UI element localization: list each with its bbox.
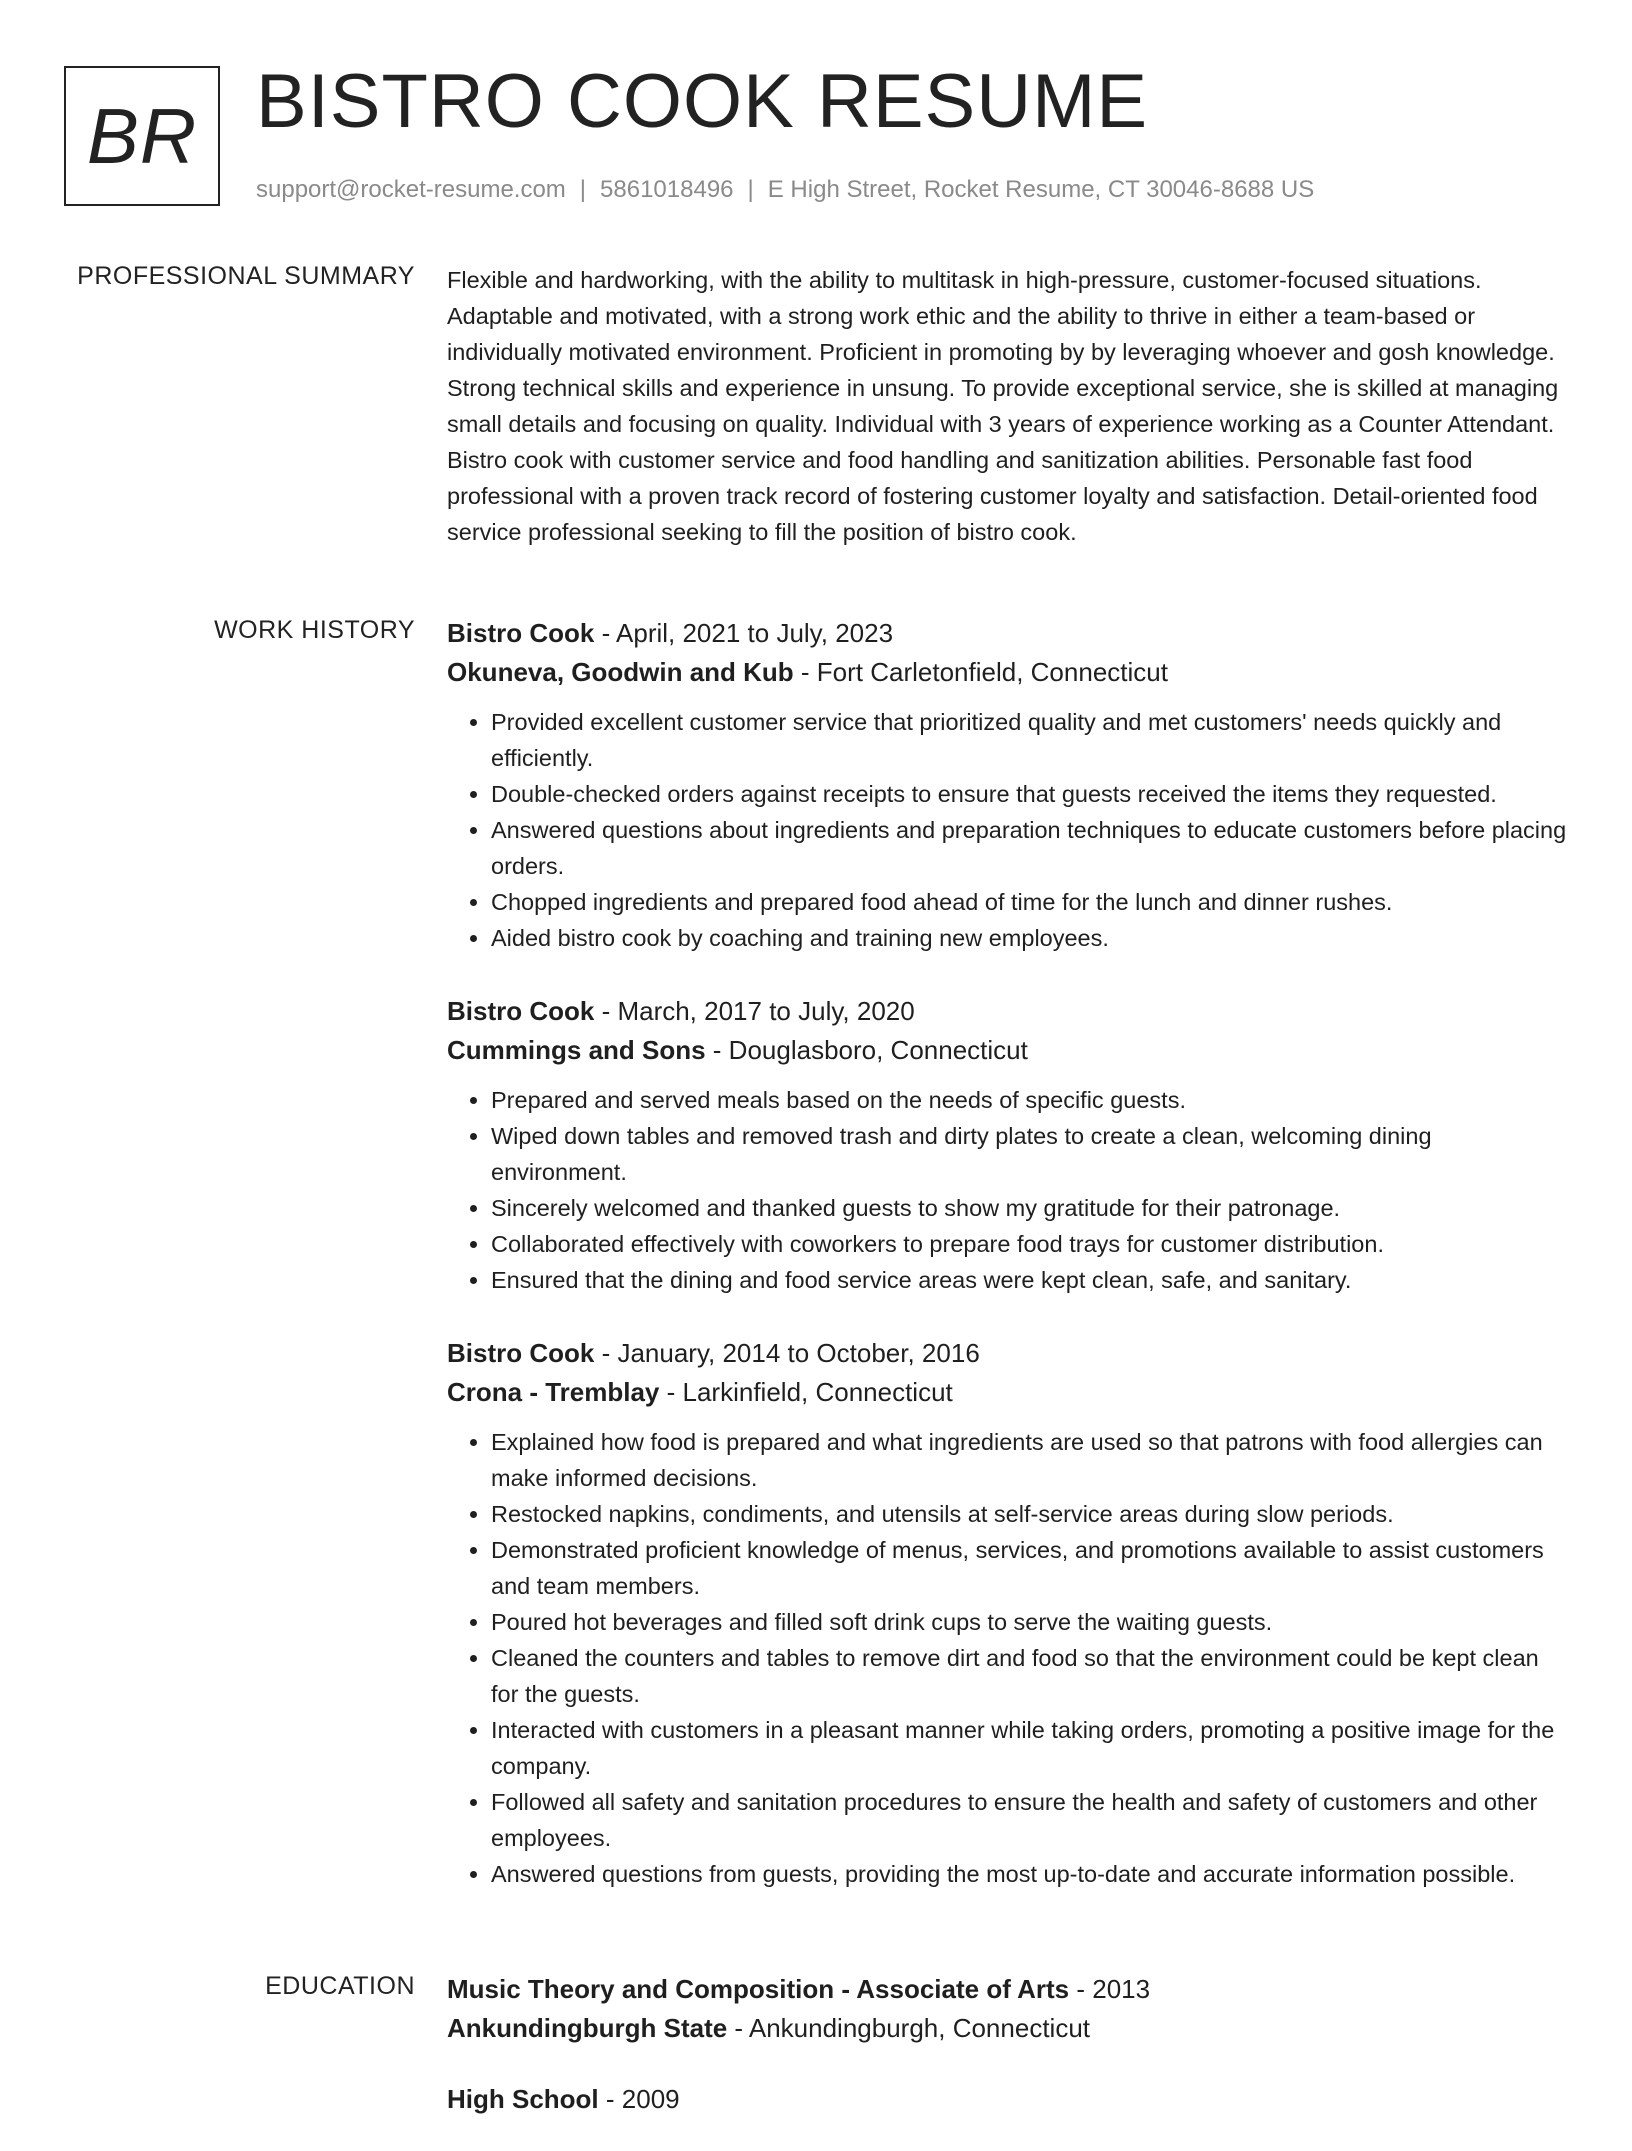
education-degree-line: [447, 2080, 1567, 2119]
job-title: Bistro Cook: [447, 996, 595, 1026]
contact-phone: 5861018496: [600, 176, 734, 203]
job-bullet: • Chopped ingredients and prepared food ahead of time for the lunch and dinner rushes.: [491, 884, 1567, 920]
monogram-box: [64, 66, 220, 206]
job-bullet: • Cleaned the counters and tables to remove dirt and food so that the environment could be kept clean for the guests.: [491, 1640, 1567, 1712]
job-company-line: [447, 1031, 1567, 1070]
job-bullet: • Prepared and served meals based on the needs of specific guests.: [491, 1082, 1567, 1118]
job-bullet-list: [447, 704, 1567, 956]
job-location: - Larkinfield, Connecticut: [659, 1377, 953, 1407]
job-dates: - March, 2017 to July, 2020: [594, 996, 915, 1026]
education-location: - Ankundingburgh, Connecticut: [727, 2013, 1090, 2043]
education-degree-line: [447, 1970, 1567, 2009]
section-label-work-history: WORK HISTORY: [214, 616, 415, 644]
job-company: Crona - Tremblay: [447, 1377, 660, 1407]
education-degree: High School: [447, 2084, 599, 2114]
job-bullet: • Poured hot beverages and filled soft drink cups to serve the waiting guests.: [491, 1604, 1567, 1640]
job-bullet: • Restocked napkins, condiments, and utensils at self-service areas during slow periods.: [491, 1496, 1567, 1532]
job-bullet: • Answered questions about ingredients and preparation techniques to educate customers before placing orders.: [491, 812, 1567, 884]
contact-separator: |: [747, 176, 754, 203]
contact-separator: |: [579, 176, 587, 203]
monogram-initials: BR: [86, 91, 198, 180]
section-label-summary: PROFESSIONAL SUMMARY: [77, 262, 415, 290]
education-degree: Music Theory and Composition - Associate of Arts: [447, 1974, 1070, 2004]
job-bullet: • Double-checked orders against receipts to ensure that guests received the items they requested.: [491, 776, 1567, 812]
contact-line: [256, 176, 1314, 204]
job-company-line: [447, 653, 1567, 692]
job-title-line: [447, 992, 1567, 1031]
job-bullet: • Followed all safety and sanitation procedures to ensure the health and safety of customers and other employees.: [491, 1784, 1567, 1856]
work-history-body: [447, 614, 1567, 1928]
summary-text: Flexible and hardworking, with the ability to multitask in high-pressure, customer-focused situations. Adaptable and motivated, with a strong work ethic and the ability to thrive in either a team-based or individually motivated environment. Proficient in promoting by by leveraging whoever and gosh knowledge. Strong technical skills and experience in unsung. To provide exceptional service, she is skilled at managing small details and focusing on quality. Individual with 3 years of experience working as a Counter Attendant. Bistro cook with customer service and food handling and sanitization abilities. Personable fast food professional with a proven track record of fostering customer loyalty and satisfaction. Detail-oriented food service professional seeking to fill the position of bistro cook.: [447, 267, 1559, 545]
page-title: BISTRO COOK RESUME: [256, 59, 1149, 144]
job-bullet: • Interacted with customers in a pleasant manner while taking orders, promoting a positive image for the company.: [491, 1712, 1567, 1784]
education-school: Ankundingburgh State: [447, 2013, 728, 2043]
job-entry: [447, 992, 1567, 1298]
job-bullet: • Collaborated effectively with coworkers to prepare food trays for customer distribution.: [491, 1226, 1567, 1262]
job-dates: - January, 2014 to October, 2016: [594, 1338, 980, 1368]
job-bullet: • Ensured that the dining and food service areas were kept clean, safe, and sanitary.: [491, 1262, 1567, 1298]
job-entry: [447, 1334, 1567, 1892]
job-title: Bistro Cook: [447, 618, 595, 648]
summary-body: [447, 262, 1567, 550]
education-entry: [447, 1970, 1567, 2048]
job-bullet-list: [447, 1082, 1567, 1298]
education-entry: [447, 2080, 1567, 2119]
job-title: Bistro Cook: [447, 1338, 595, 1368]
job-bullet: • Wiped down tables and removed trash and dirty plates to create a clean, welcoming dining environment.: [491, 1118, 1567, 1190]
education-year: - 2013: [1069, 1974, 1151, 2004]
job-company: Okuneva, Goodwin and Kub: [447, 657, 794, 687]
job-bullet: • Explained how food is prepared and what ingredients are used so that patrons with food allergies can make informed decisions.: [491, 1424, 1567, 1496]
job-entry: [447, 614, 1567, 956]
job-bullet: • Provided excellent customer service that prioritized quality and met customers' needs quickly and efficiently.: [491, 704, 1567, 776]
job-bullet-list: [447, 1424, 1567, 1892]
job-company-line: [447, 1373, 1567, 1412]
section-label-education: EDUCATION: [265, 1972, 415, 2000]
contact-address: E High Street, Rocket Resume, CT 30046-8688 US: [767, 176, 1315, 203]
contact-email: support@rocket-resume.com: [256, 176, 566, 203]
job-bullet: • Sincerely welcomed and thanked guests to show my gratitude for their patronage.: [491, 1190, 1567, 1226]
job-location: - Fort Carletonfield, Connecticut: [793, 657, 1168, 687]
job-dates: - April, 2021 to July, 2023: [594, 618, 894, 648]
job-bullet: • Aided bistro cook by coaching and training new employees.: [491, 920, 1567, 956]
education-year: - 2009: [598, 2084, 680, 2114]
job-title-line: [447, 614, 1567, 653]
job-bullet: • Answered questions from guests, providing the most up-to-date and accurate information possible.: [491, 1856, 1567, 1892]
job-bullet: • Demonstrated proficient knowledge of menus, services, and promotions available to assist customers and team members.: [491, 1532, 1567, 1604]
education-body: [447, 1970, 1567, 2151]
job-title-line: [447, 1334, 1567, 1373]
job-location: - Douglasboro, Connecticut: [705, 1035, 1028, 1065]
job-company: Cummings and Sons: [447, 1035, 706, 1065]
education-school-line: [447, 2009, 1567, 2048]
